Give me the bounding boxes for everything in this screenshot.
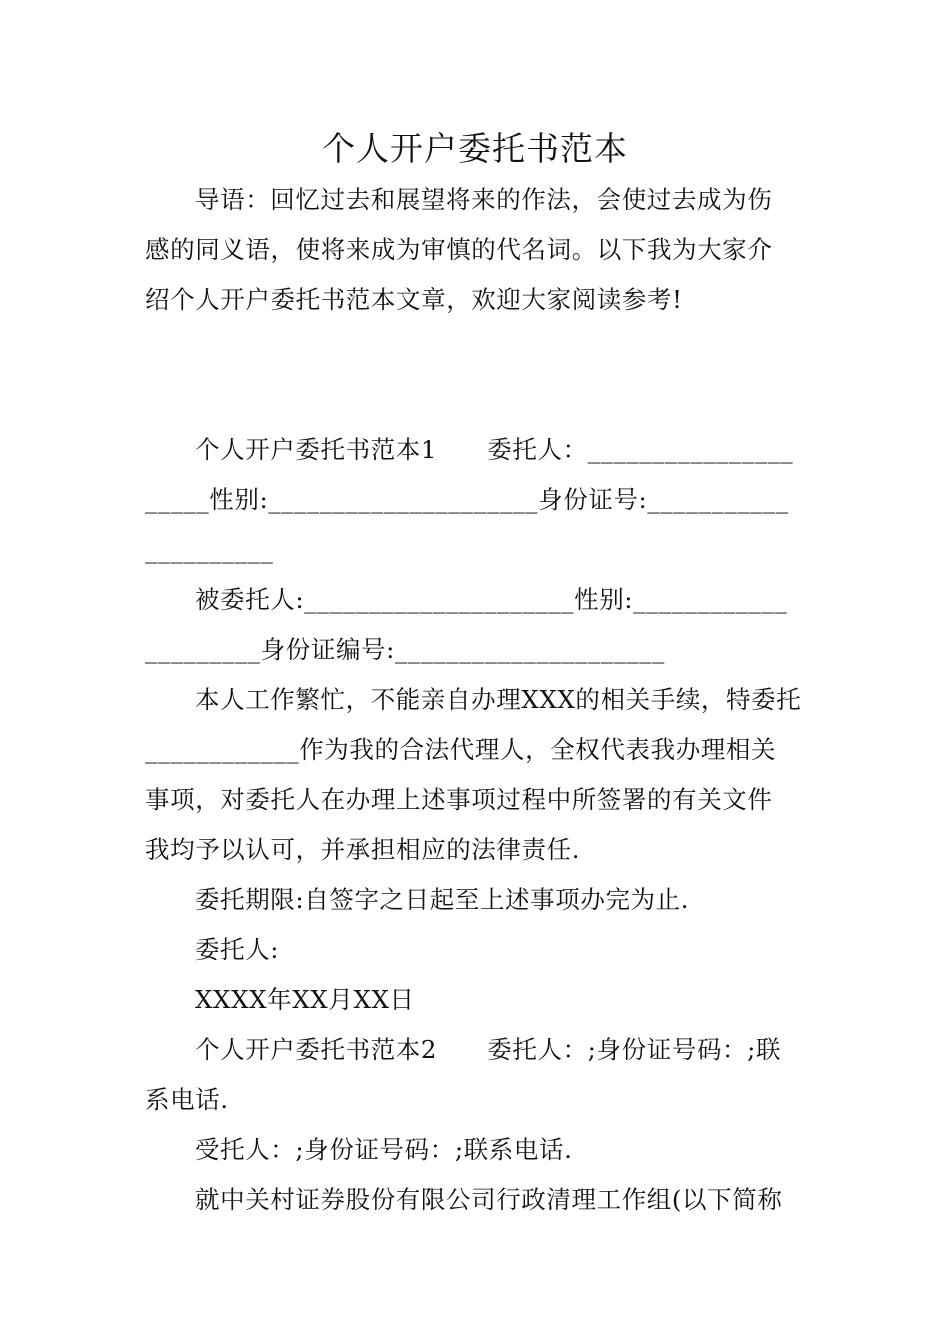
signature-label: 委托人: [195,935,280,964]
term-line: 委托期限:自签字之日起至上述事项办完为止. [195,885,690,914]
intro-line-3: 绍个人开户委托书范本文章，欢迎大家阅读参考! [145,285,683,314]
trustee-line: 受托人：;身份证号码：;联系电话. [195,1135,573,1164]
sample1-principal-line: 个人开户委托书范本1 委托人：________________ [195,435,794,464]
sample2-principal-line: 个人开户委托书范本2 委托人：;身份证号码：;联 [195,1035,782,1064]
agent-id-line: _________身份证编号:_____________________ [145,635,665,664]
date-line: XXXX年XX月XX日 [195,985,415,1014]
document-title: 个人开户委托书范本 [322,129,628,168]
sample1-gender-id-line: _____性别:_____________________身份证号:___________ [145,485,789,514]
body-line-2: ____________作为我的合法代理人，全权代表我办理相关 [145,735,777,764]
agent-line: 被委托人:_____________________性别:____________ [195,585,788,614]
body-line-3: 事项，对委托人在办理上述事项过程中所签署的有关文件 [145,785,773,814]
last-line: 就中关村证券股份有限公司行政清理工作组(以下简称 [195,1185,783,1214]
intro-line-1: 导语：回忆过去和展望将来的作法，会使过去成为伤 [195,185,773,214]
body-line-1: 本人工作繁忙，不能亲自办理XXX的相关手续，特委托 [195,685,802,714]
body-line-4: 我均予以认可，并承担相应的法律责任. [145,835,581,864]
sample2-phone-line: 系电话. [145,1085,229,1114]
sample1-blank-line: __________ [145,535,274,564]
intro-line-2: 感的同义语，使将来成为审慎的代名词。以下我为大家介 [145,235,773,264]
